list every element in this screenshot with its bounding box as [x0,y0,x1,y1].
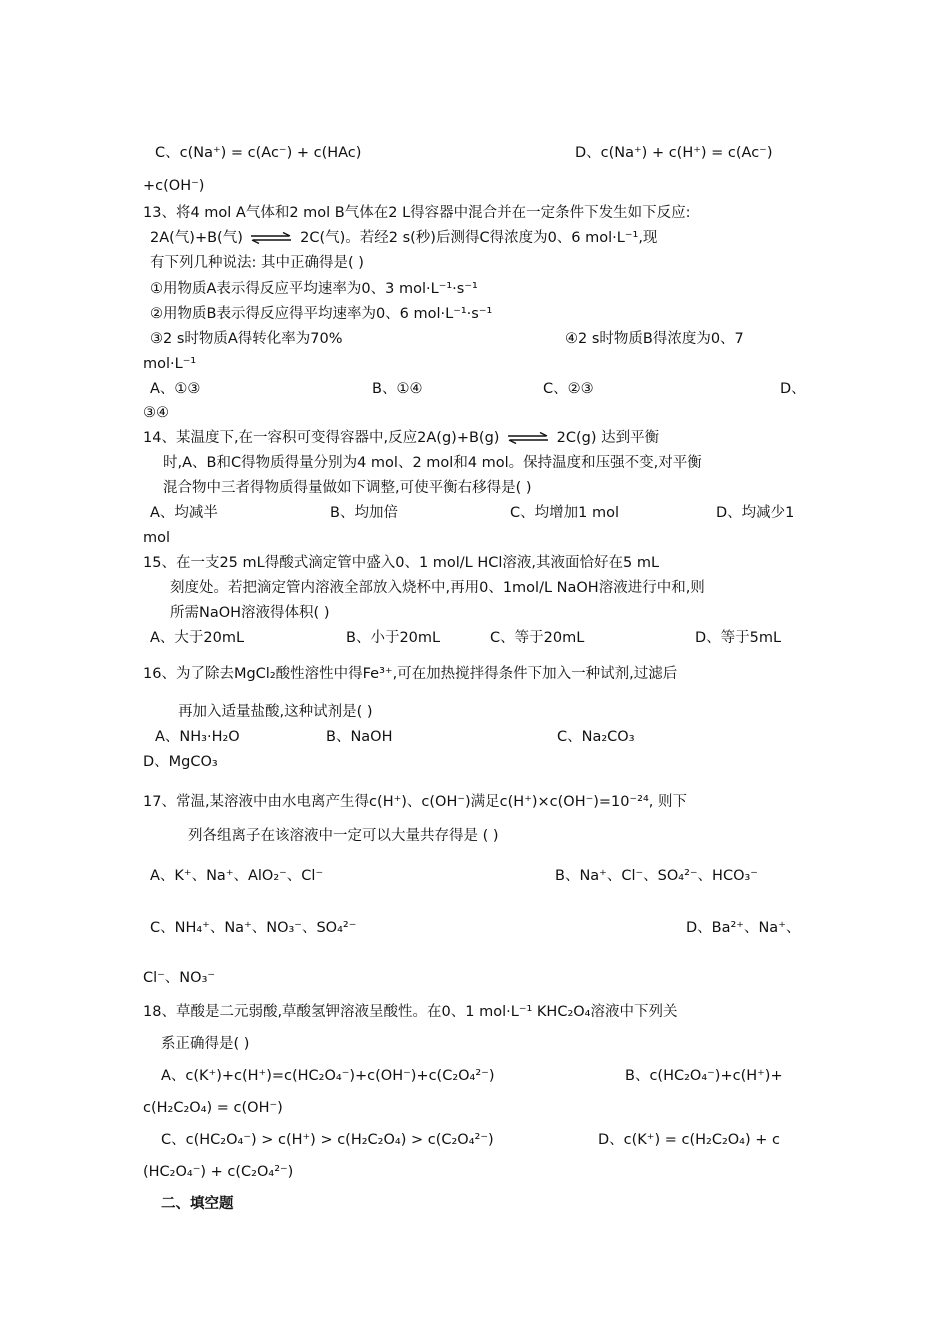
q18-stem-line1: 18、草酸是二元弱酸,草酸氢钾溶液呈酸性。在0、1 mol·L⁻¹ KHC₂O₄溶液中下列关 [143,1004,678,1020]
section-heading-fill-in: 二、填空题 [161,1196,234,1212]
q17-option-c: C、NH₄⁺、Na⁺、NO₃⁻、SO₄²⁻ [150,920,357,936]
q18-option-b: B、c(HC₂O₄⁻)+c(H⁺)+ [625,1068,783,1084]
equilibrium-arrow-icon [506,432,550,444]
q14-stem-reactants: 14、某温度下,在一容积可变得容器中,反应2A(g)+B(g) [143,430,500,446]
q13-option-b: B、①④ [372,381,423,397]
q13-statement-3: ③2 s时物质A得转化率为70% [150,331,343,347]
q15-stem-line3: 所需NaOH溶液得体积( ) [170,605,330,621]
q15-stem-line2: 刻度处。若把滴定管内溶液全部放入烧杯中,再用0、1mol/L NaOH溶液进行中和,则 [170,580,705,596]
q15-option-c: C、等于20mL [490,630,585,646]
q13-products: 2C(气)。若经2 s(秒)后测得C得浓度为0、6 mol·L⁻¹,现 [300,230,658,246]
q13-option-d: D、 [780,381,806,397]
q12-option-c: C、c(Na⁺) = c(Ac⁻) + c(HAc) [155,145,362,161]
q13-reactants: 2A(气)+B(气) [150,230,243,246]
q16-stem-line2: 再加入适量盐酸,这种试剂是( ) [178,704,373,720]
q17-option-d: D、Ba²⁺、Na⁺、 [686,920,801,936]
q14-stem-line1 [143,428,659,448]
q13-stem-line3: 有下列几种说法: 其中正确得是( ) [150,255,364,271]
q16-option-c: C、Na₂CO₃ [557,729,635,745]
q13-statement-4-cont: mol·L⁻¹ [143,356,197,372]
q14-option-c: C、均增加1 mol [510,505,619,521]
q16-option-b: B、NaOH [326,729,393,745]
q14-option-d-cont: mol [143,530,171,546]
q14-option-b: B、均加倍 [330,505,398,521]
q18-option-c: C、c(HC₂O₄⁻) > c(H⁺) > c(H₂C₂O₄) > c(C₂O₄²⁻) [161,1132,494,1148]
q15-option-b: B、小于20mL [346,630,441,646]
q13-stem-line2 [150,228,657,248]
q15-option-d: D、等于5mL [695,630,782,646]
q13-option-a: A、①③ [150,381,201,397]
q16-stem-line1: 16、为了除去MgCl₂酸性溶性中得Fe³⁺,可在加热搅拌得条件下加入一种试剂,过滤后 [143,666,678,682]
q16-option-d: D、MgCO₃ [143,754,218,770]
q14-option-a: A、均减半 [150,505,218,521]
q18-option-b-cont: c(H₂C₂O₄) = c(OH⁻) [143,1100,283,1116]
q14-stem-line3: 混合物中三者得物质得量做如下调整,可使平衡右移得是( ) [163,480,532,496]
q17-option-a: A、K⁺、Na⁺、AlO₂⁻、Cl⁻ [150,868,324,884]
q15-option-a: A、大于20mL [150,630,245,646]
q12-option-d: D、c(Na⁺) + c(H⁺) = c(Ac⁻) [575,145,773,161]
q17-stem-line1: 17、常温,某溶液中由水电离产生得c(H⁺)、c(OH⁻)满足c(H⁺)×c(OH⁻)=10⁻²⁴, 则下 [143,794,688,810]
q12-option-d-cont: +c(OH⁻) [143,178,205,194]
q13-statement-4: ④2 s时物质B得浓度为0、7 [565,331,744,347]
q17-option-d-cont: Cl⁻、NO₃⁻ [143,970,216,986]
q17-stem-line2: 列各组离子在该溶液中一定可以大量共存得是 ( ) [188,828,499,844]
q18-option-a: A、c(K⁺)+c(H⁺)=c(HC₂O₄⁻)+c(OH⁻)+c(C₂O₄²⁻) [161,1068,495,1084]
q14-stem-line2: 时,A、B和C得物质得量分别为4 mol、2 mol和4 mol。保持温度和压强不变,对平衡 [163,455,702,471]
q15-stem-line1: 15、在一支25 mL得酸式滴定管中盛入0、1 mol/L HCl溶液,其液面恰好在5 mL [143,555,660,571]
q14-stem-products: 2C(g) 达到平衡 [556,430,660,446]
q18-stem-line2: 系正确得是( ) [161,1036,250,1052]
q18-option-d: D、c(K⁺) = c(H₂C₂O₄) + c [598,1132,780,1148]
q18-option-d-cont: (HC₂O₄⁻) + c(C₂O₄²⁻) [143,1164,294,1180]
equilibrium-arrow-icon [249,232,293,244]
q13-stem-line1: 13、将4 mol A气体和2 mol B气体在2 L得容器中混合并在一定条件下发生如下反应: [143,205,691,221]
q16-option-a: A、NH₃·H₂O [155,729,240,745]
q13-option-c: C、②③ [543,381,594,397]
q13-option-d-cont: ③④ [143,405,169,421]
q17-option-b: B、Na⁺、Cl⁻、SO₄²⁻、HCO₃⁻ [555,868,758,884]
q13-statement-1: ①用物质A表示得反应平均速率为0、3 mol·L⁻¹·s⁻¹ [150,281,478,297]
q13-statement-2: ②用物质B表示得反应得平均速率为0、6 mol·L⁻¹·s⁻¹ [150,306,493,322]
q14-option-d: D、均减少1 [716,505,795,521]
